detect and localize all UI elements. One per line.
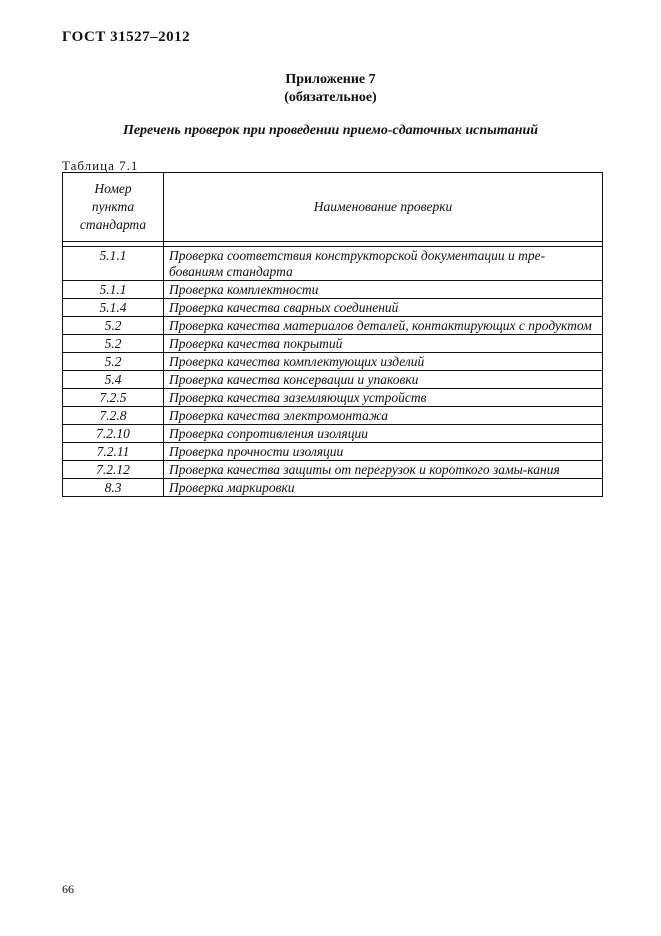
row-item-number: 7.2.12 — [63, 461, 164, 479]
standard-header: ГОСТ 31527–2012 — [62, 29, 191, 45]
row-check-name: Проверка сопротивления изоляции — [164, 425, 603, 443]
header-num-line2: пункта — [91, 199, 135, 214]
row-check-name: Проверка качества комплектующих изделий — [164, 353, 603, 371]
row-item-number: 7.2.5 — [63, 389, 164, 407]
table-header-row — [63, 173, 603, 242]
table-body — [63, 247, 603, 497]
table-row — [63, 247, 603, 281]
table-row — [63, 407, 603, 425]
row-item-number: 7.2.11 — [63, 443, 164, 461]
row-item-number: 5.2 — [63, 335, 164, 353]
header-num-line3: стандарта — [79, 217, 147, 232]
header-num-line1: Номер — [94, 181, 132, 196]
row-check-name: Проверка качества электромонтажа — [164, 407, 603, 425]
appendix-title: Приложение 7 — [285, 72, 376, 87]
row-check-name: Проверка соответствия конструкторской документации и тре-бованиям стандарта — [164, 247, 603, 281]
row-check-name: Проверка качества сварных соединений — [164, 299, 603, 317]
row-item-number: 7.2.10 — [63, 425, 164, 443]
table-row — [63, 317, 603, 335]
table-row — [63, 389, 603, 407]
appendix-status: (обязательное) — [284, 90, 377, 105]
row-check-name: Проверка прочности изоляции — [164, 443, 603, 461]
checks-table — [62, 172, 603, 497]
table-row — [63, 335, 603, 353]
table-row — [63, 425, 603, 443]
row-item-number: 7.2.8 — [63, 407, 164, 425]
row-check-name: Проверка маркировки — [164, 479, 603, 497]
row-item-number: 5.1.1 — [63, 247, 164, 281]
page-number: 66 — [62, 882, 74, 896]
table-row — [63, 371, 603, 389]
header-check-name: Наименование проверки — [164, 173, 603, 242]
row-check-name: Проверка качества защиты от перегрузок и короткого замы-кания — [164, 461, 603, 479]
row-item-number: 5.1.1 — [63, 281, 164, 299]
header-item-number — [63, 173, 164, 242]
row-check-name: Проверка качества покрытий — [164, 335, 603, 353]
row-item-number: 5.2 — [63, 353, 164, 371]
row-check-name: Проверка комплектности — [164, 281, 603, 299]
table-row — [63, 461, 603, 479]
list-title: Перечень проверок при проведении приемо-сдаточных испытаний — [122, 123, 539, 138]
table-row — [63, 299, 603, 317]
table-row — [63, 353, 603, 371]
table-caption: Таблица 7.1 — [62, 158, 139, 173]
row-check-name: Проверка качества заземляющих устройств — [164, 389, 603, 407]
table-row — [63, 281, 603, 299]
table-row — [63, 479, 603, 497]
table-row — [63, 443, 603, 461]
row-item-number: 5.4 — [63, 371, 164, 389]
row-item-number: 5.2 — [63, 317, 164, 335]
row-check-name: Проверка качества материалов деталей, контактирующих с продуктом — [164, 317, 603, 335]
row-item-number: 5.1.4 — [63, 299, 164, 317]
row-check-name: Проверка качества консервации и упаковки — [164, 371, 603, 389]
row-item-number: 8.3 — [63, 479, 164, 497]
